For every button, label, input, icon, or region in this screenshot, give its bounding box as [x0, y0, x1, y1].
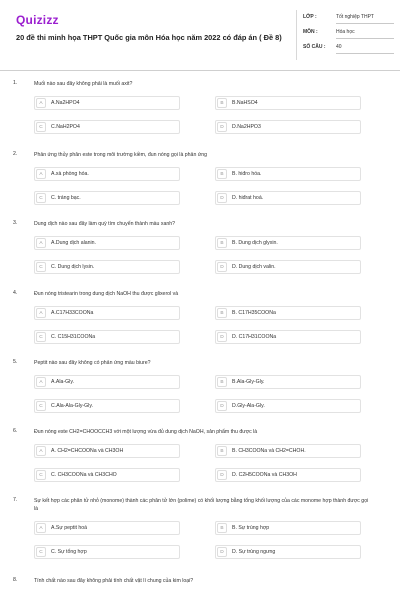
- option-a[interactable]: A A. CH2=CHCOONa và CH3OH: [34, 444, 180, 458]
- option-d[interactable]: D D. C2H5COONa và CH3OH: [215, 468, 361, 482]
- meta-underline: [336, 23, 394, 24]
- question-number: 8.: [13, 577, 18, 583]
- question-number: 3.: [13, 220, 18, 226]
- option-a[interactable]: A A.Na2HPO4: [34, 96, 180, 110]
- meta-class-label: LỚP :: [303, 14, 317, 20]
- option-c[interactable]: C C.Ala-Ala-Gly-Gly.: [34, 399, 180, 413]
- option-d[interactable]: D D. Sự trùng ngưng: [215, 545, 361, 559]
- question-text: Đun nóng tristearin trong dung dịch NaOH thu được glixerol và: [34, 291, 179, 297]
- option-c[interactable]: C C. CH3COONa và CH3CHO: [34, 468, 180, 482]
- question-number: 5.: [13, 359, 18, 365]
- question-text: Muối nào sau đây không phải là muối axit?: [34, 81, 133, 87]
- question-number: 1.: [13, 80, 18, 86]
- option-b[interactable]: B B. hiđro hóa.: [215, 167, 361, 181]
- option-d[interactable]: D D.Gly-Ala-Gly.: [215, 399, 361, 413]
- option-d[interactable]: D D. C17H31COONa: [215, 330, 361, 344]
- question-number: 6.: [13, 428, 18, 434]
- option-d[interactable]: D D. Dung dịch valin.: [215, 260, 361, 274]
- question-text: Tính chất nào sau đây không phải tính chất vật lí chung của kim loại?: [34, 578, 194, 584]
- option-a[interactable]: A A.xà phòng hóa.: [34, 167, 180, 181]
- question-number: 2.: [13, 151, 18, 157]
- document-title: 20 đề thi minh họa THPT Quốc gia môn Hóa học năm 2022 có đáp án ( Đề 8): [16, 33, 282, 42]
- meta-underline: [336, 53, 394, 54]
- option-d[interactable]: D D.Na2HPO3: [215, 120, 361, 134]
- option-b[interactable]: B B.Ala-Gly-Gly.: [215, 375, 361, 389]
- option-c[interactable]: C C. C15H31COONa: [34, 330, 180, 344]
- meta-subject-value: Hóa học: [336, 29, 355, 35]
- option-c[interactable]: C C. tráng bạc.: [34, 191, 180, 205]
- question-number: 4.: [13, 290, 18, 296]
- option-b[interactable]: B B. Dung dịch glyxin.: [215, 236, 361, 250]
- meta-class-value: Tốt nghiệp THPT: [336, 14, 374, 20]
- option-b[interactable]: B B. C17H35COONa: [215, 306, 361, 320]
- meta-count-value: 40: [336, 44, 342, 50]
- question-text: Dung dịch nào sau đây làm quỳ tím chuyển thành màu xanh?: [34, 221, 176, 227]
- option-c[interactable]: C C.NaH2PO4: [34, 120, 180, 134]
- option-d[interactable]: D D. hiđrat hoá.: [215, 191, 361, 205]
- option-a[interactable]: A A.Ala-Gly.: [34, 375, 180, 389]
- question-text: Đun nóng este CH2=CHOOCCH3 với một lượng vừa đủ dung dịch NaOH, sản phẩm thu được là: [34, 429, 258, 435]
- option-b[interactable]: B B. Sự trùng hợp: [215, 521, 361, 535]
- option-b[interactable]: B B. CH3COONa và CH2=CHOH.: [215, 444, 361, 458]
- quizizz-logo: Quizizz: [16, 13, 59, 27]
- option-c[interactable]: C C. Sự tổng hợp: [34, 545, 180, 559]
- worksheet-header: [0, 0, 400, 64]
- option-b[interactable]: B B.NaHSO4: [215, 96, 361, 110]
- option-a[interactable]: A A.Sự peptit hoá: [34, 521, 180, 535]
- option-a[interactable]: A A.Dung dịch alanin.: [34, 236, 180, 250]
- meta-count-label: SỐ CÂU :: [303, 44, 326, 50]
- meta-underline: [336, 38, 394, 39]
- question-text: Phản ứng thủy phân este trong môi trường kiềm, đun nóng gọi là phản ứng: [34, 152, 208, 158]
- question-number: 7.: [13, 497, 18, 503]
- option-a[interactable]: A A.C17H33COONa: [34, 306, 180, 320]
- header-rule: [0, 70, 400, 71]
- option-c[interactable]: C C. Dung dịch lysin.: [34, 260, 180, 274]
- question-text: Sự kết hợp các phân tử nhỏ (monome) thành các phân tử lớn (polime) có khối lượng bằng tổng khối lượng của các monome hợp thành được gọi là: [34, 498, 369, 512]
- header-divider: [296, 10, 297, 60]
- question-text: Peptit nào sau đây không có phản ứng màu biure?: [34, 360, 151, 366]
- meta-subject-label: MÔN :: [303, 29, 318, 35]
